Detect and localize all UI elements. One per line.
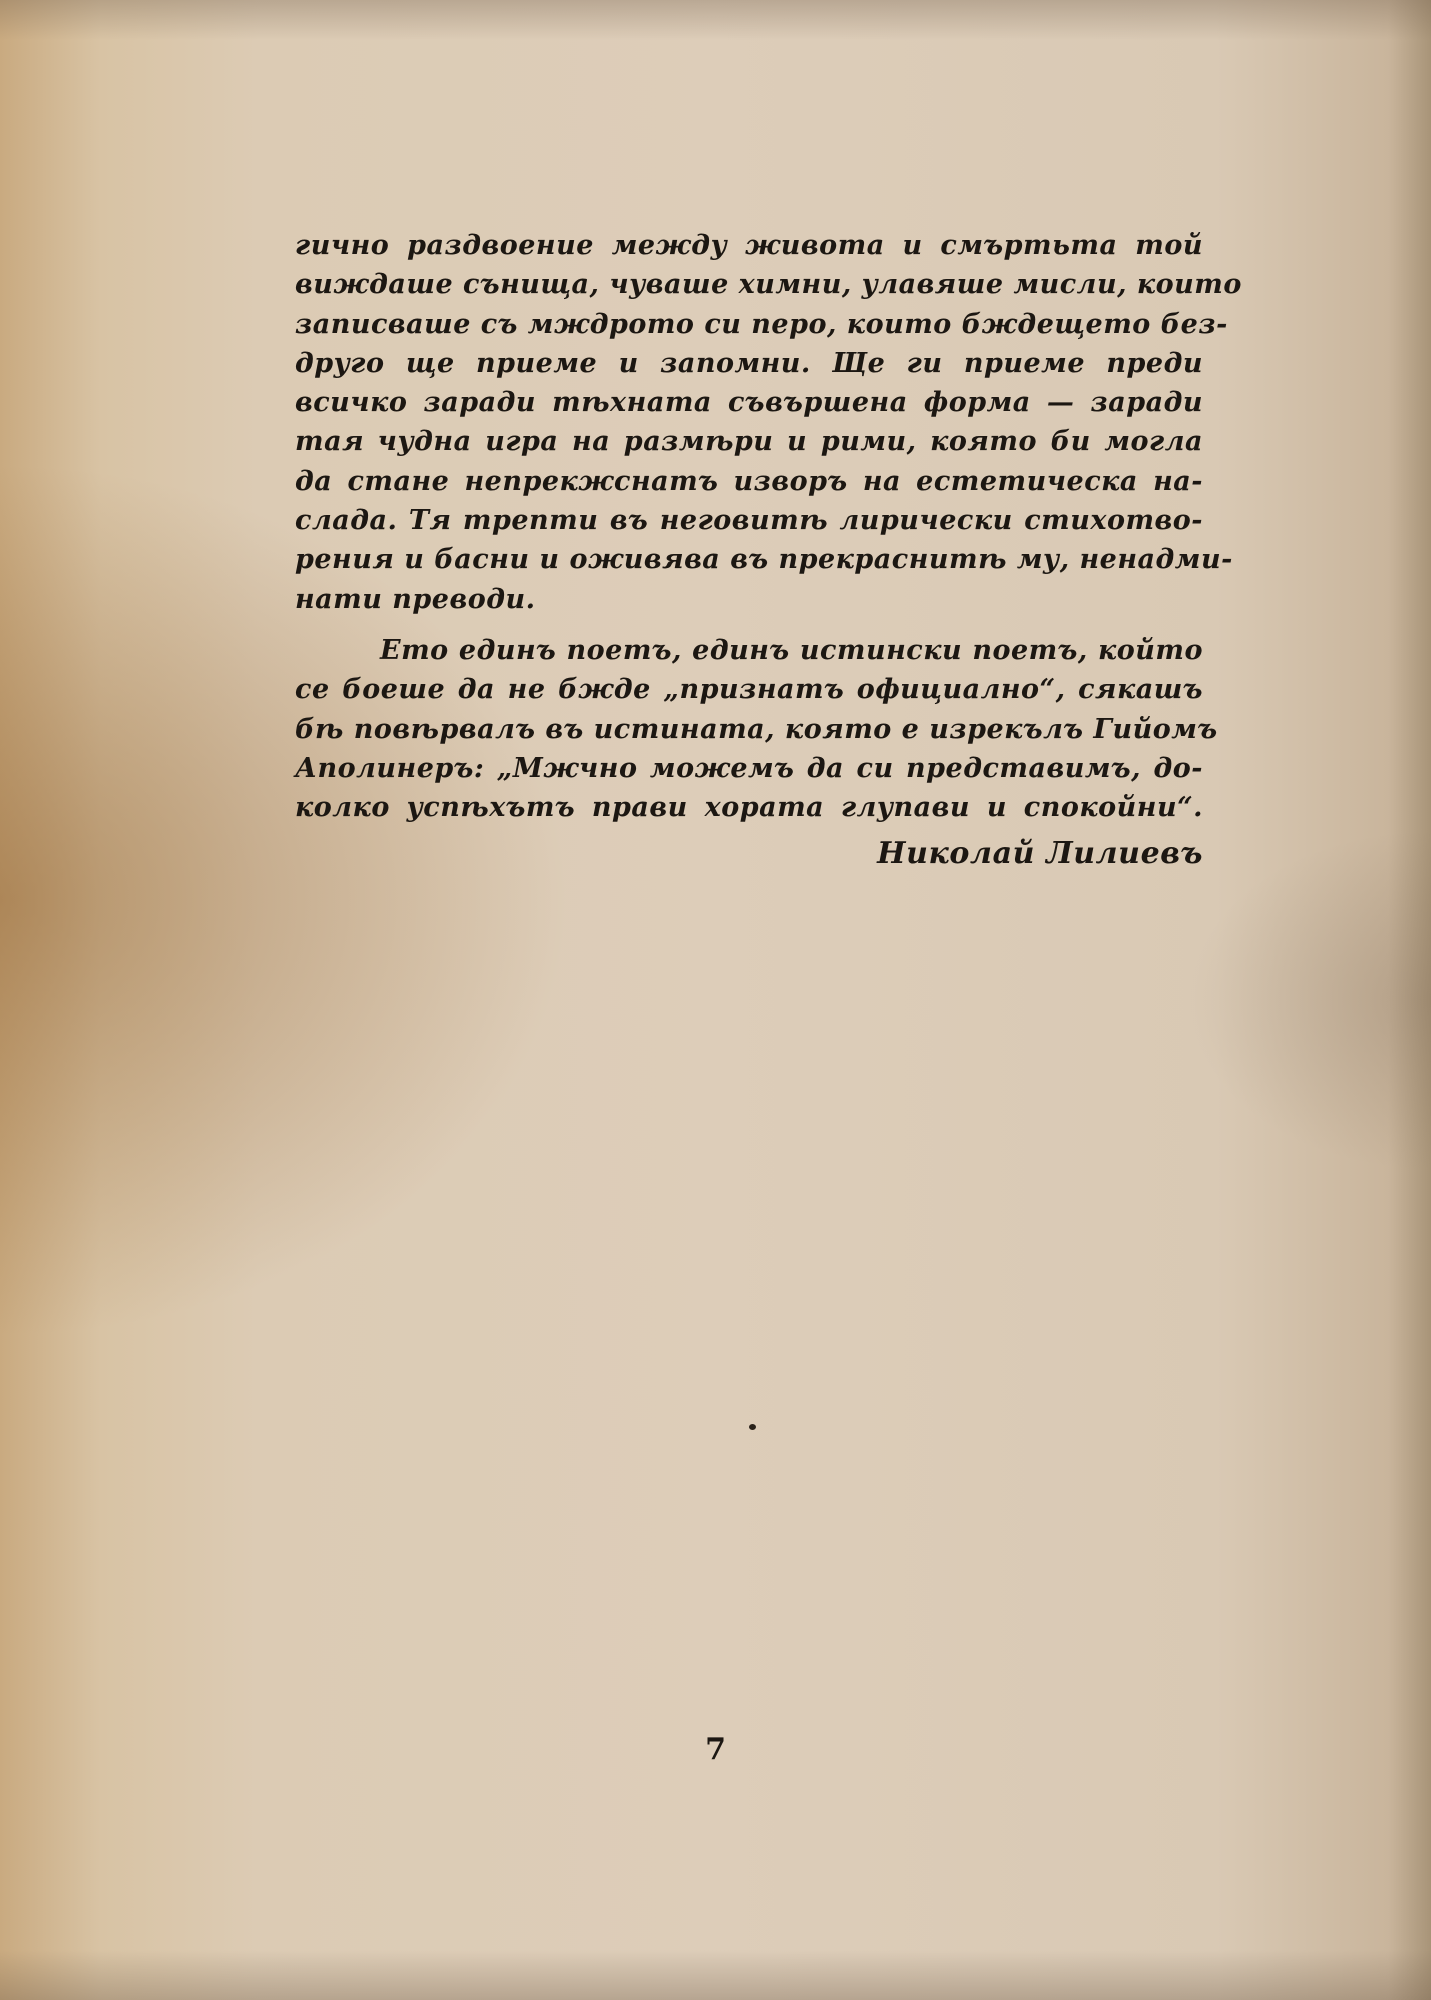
text-line: Аполинеръ: „Мжчно можемъ да си представимъ, до- — [295, 752, 1203, 784]
text-line: виждаше сънища, чуваше химни, улавяше мисли, които — [295, 269, 1242, 301]
text-line: нати преводи. — [295, 583, 536, 615]
text-line: бѣ повѣрвалъ въ истината, която е изрекълъ Гийомъ — [295, 713, 1218, 745]
text-line: Ето единъ поетъ, единъ истински поетъ, който — [380, 634, 1203, 666]
text-line: колко успѣхътъ прави хората глупави и спокойни“. — [295, 792, 1203, 824]
ink-speck — [749, 1424, 756, 1430]
page-number: 7 — [705, 1732, 726, 1767]
text-line: друго ще приеме и запомни. Ще ги приеме преди — [295, 347, 1203, 379]
text-line: всичко заради тѣхната съвършена форма — заради — [295, 387, 1203, 419]
paragraph-2 — [295, 631, 1218, 827]
text-line: гично раздвоение между живота и смъртьта той — [295, 230, 1203, 261]
paragraph-1 — [295, 226, 1242, 619]
text-line: слада. Тя трепти въ неговитѣ лирически стихотво- — [295, 505, 1203, 537]
text-line: записваше съ мждрото си перо, които бждещето без- — [295, 308, 1228, 340]
text-line: тая чудна игра на размѣри и рими, която би могла — [295, 426, 1203, 458]
author-signature: Николай Лилиевъ — [877, 836, 1203, 871]
text-line: да стане непрекжснатъ изворъ на естетическа на- — [295, 465, 1203, 497]
text-line: рения и басни и оживява въ прекраснитѣ му, ненадми- — [295, 544, 1233, 576]
text-line: се боеше да не бжде „признатъ официално“, сякашъ — [295, 674, 1203, 706]
body-text — [295, 226, 1242, 827]
